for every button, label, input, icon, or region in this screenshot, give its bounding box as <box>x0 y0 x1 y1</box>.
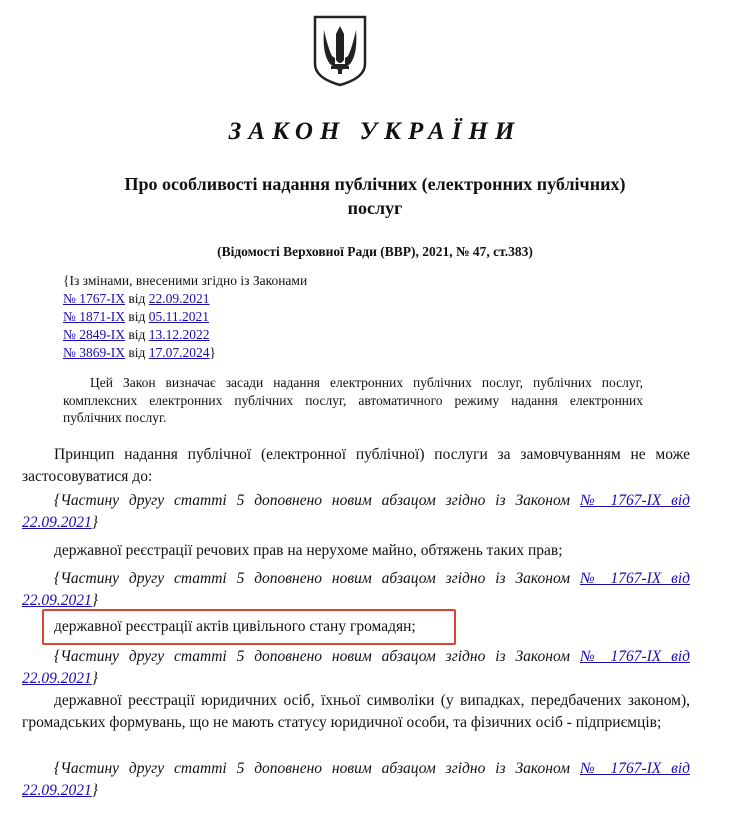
amendment-item: № 2849-IX від 13.12.2022 <box>63 327 210 342</box>
amendment-note: {Частину другу статті 5 доповнено новим абзацом згідно із Законом № 1767-IX від 22.09.2021} <box>22 570 691 609</box>
publication-source: (Відомості Верховної Ради (ВВР), 2021, № 47, ст.383) <box>217 244 533 259</box>
amendments-intro: {Із змінами, внесеними згідно із Законами <box>63 273 308 288</box>
law-subject <box>60 172 690 220</box>
amendment-link-date[interactable]: 13.12.2022 <box>148 327 210 342</box>
amendment-note-link[interactable]: № 1767-IX від 22.09.2021 <box>22 570 691 609</box>
amendment-note: {Частину другу статті 5 доповнено новим абзацом згідно із Законом № 1767-IX від 22.09.2021} <box>22 492 691 531</box>
law-title: ЗАКОН УКРАЇНИ <box>228 118 522 145</box>
amendment-item: № 1767-IX від 22.09.2021 <box>63 291 210 306</box>
amendment-note: {Частину другу статті 5 доповнено новим абзацом згідно із Законом № 1767-IX від 22.09.2021} <box>22 648 691 687</box>
amendment-link-date[interactable]: 05.11.2021 <box>148 309 209 324</box>
amendment-note-link[interactable]: № 1767-IX від 22.09.2021 <box>22 648 691 687</box>
amendment-link-number[interactable]: № 2849-IX <box>63 327 125 342</box>
amendment-note: {Частину другу статті 5 доповнено новим абзацом згідно із Законом № 1767-IX від 22.09.2021} <box>22 760 691 799</box>
amendment-link-number[interactable]: № 1871-IX <box>63 309 125 324</box>
amendment-note-link[interactable]: № 1767-IX від 22.09.2021 <box>22 760 691 799</box>
amendment-link-date[interactable]: 17.07.2024 <box>148 345 210 360</box>
amendment-link-date[interactable]: 22.09.2021 <box>148 291 210 306</box>
list-item-property-registration: державної реєстрації речових прав на нерухоме майно, обтяжень таких прав; <box>54 542 563 559</box>
list-item-civil-status-registration: державної реєстрації актів цивільного стану громадян; <box>54 618 416 635</box>
amendment-item: № 1871-IX від 05.11.2021 <box>63 309 209 324</box>
trident-coat-of-arms-icon <box>312 14 368 88</box>
amendments-list <box>63 272 307 362</box>
amendment-link-number[interactable]: № 3869-IX <box>63 345 125 360</box>
preamble: Цей Закон визначає засади надання електронних публічних послуг, публічних послуг, комплексних електронних публічних послуг, автоматичного режиму надання електронних публічних послуг. <box>63 375 643 425</box>
subject-line-1: Про особливості надання публічних (електронних публічних) <box>124 174 626 194</box>
amendment-item: № 3869-IX від 17.07.2024} <box>63 345 216 360</box>
amendment-link-number[interactable]: № 1767-IX <box>63 291 125 306</box>
list-item-legal-entities-registration: державної реєстрації юридичних осіб, їхньої символіки (у випадках, передбачених законом), громадських формувань, що не мають статусу юридичної особи, та фізичних осіб - підприємців; <box>22 692 690 731</box>
amendment-note-link[interactable]: № 1767-IX від 22.09.2021 <box>22 492 691 531</box>
principle-paragraph: Принцип надання публічної (електронної публічної) послуги за замовчуванням не може застосовуватися до: <box>22 446 690 485</box>
subject-line-2: послуг <box>347 198 403 218</box>
